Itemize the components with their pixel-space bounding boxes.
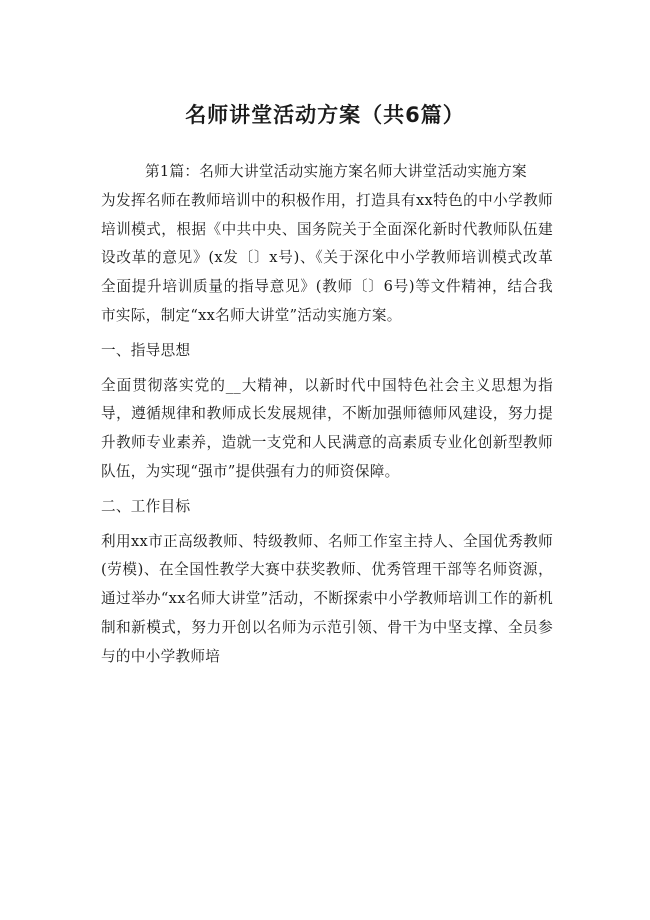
intro-paragraph: 为发挥名师在教师培训中的积极作用，打造具有xx特色的中小学教师培训模式，根据《中共中央、国务院关于全面深化新时代教师队伍建设改革的意见》(x发〔〕x号)、《关于深化中小学教师培训模式改革全面提升培训质量的指导意见》(教师〔〕6号)等文件精神，结合我市实际，制定“xx名师大讲堂”活动实施方案。	[101, 191, 553, 324]
section-heading-guiding-ideology: 一、指导思想	[101, 341, 191, 359]
document-body	[101, 158, 553, 672]
work-goals-paragraph: 利用xx市正高级教师、特级教师、名师工作室主持人、全国优秀教师(劳模)、在全国性教学大赛中获奖教师、优秀管理干部等名师资源，通过举办“xx名师大讲堂”活动，不断探索中小学教师培训工作的新机制和新模式，努力开创以名师为示范引领、骨干为中坚支撑、全员参与的中小学教师培	[101, 532, 553, 665]
document-title: 名师讲堂活动方案（共6篇）	[185, 103, 465, 127]
guiding-ideology-paragraph: 全面贯彻落实党的__大精神，以新时代中国特色社会主义思想为指导，遵循规律和教师成长发展规律，不断加强师德师风建设，努力提升教师专业素养，造就一支党和人民满意的高素质专业化创新型教师队伍，为实现“强市”提供强有力的师资保障。	[101, 376, 553, 480]
section-heading-work-goals: 二、工作目标	[101, 497, 191, 515]
part-one-title-paragraph: 第1篇：名师大讲堂活动实施方案名师大讲堂活动实施方案	[145, 163, 527, 180]
